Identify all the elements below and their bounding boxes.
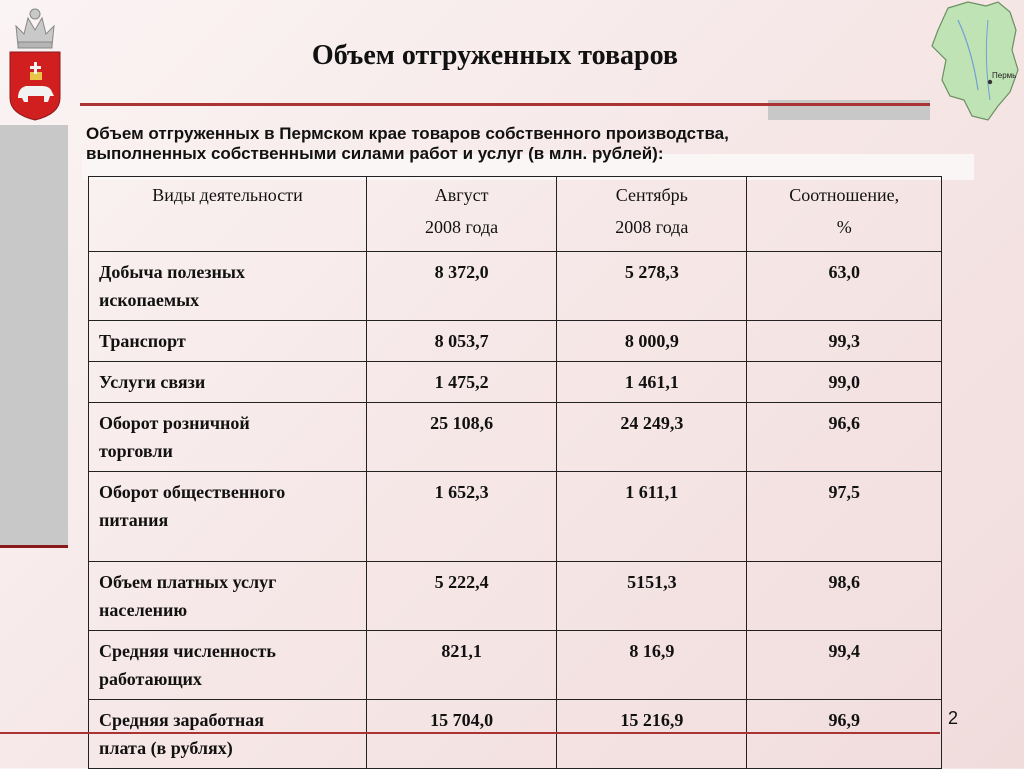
table-row xyxy=(89,631,942,700)
row-ratio-value: 96,6 xyxy=(747,403,942,472)
map-label: Пермь xyxy=(992,71,1017,80)
perm-krai-emblem-icon xyxy=(6,6,64,122)
table-caption xyxy=(86,124,966,164)
row-activity-name: Оборот розничной торговли xyxy=(89,403,367,472)
row-september-value: 24 249,3 xyxy=(557,403,747,472)
row-september-value: 5 278,3 xyxy=(557,252,747,321)
row-activity-name: Транспорт xyxy=(89,321,367,362)
shipped-goods-table xyxy=(88,176,942,769)
row-ratio-value: 99,0 xyxy=(747,362,942,403)
row-august-value: 5 222,4 xyxy=(367,562,557,631)
row-september-value: 8 000,9 xyxy=(557,321,747,362)
title-underline xyxy=(80,103,930,106)
row-ratio-value: 63,0 xyxy=(747,252,942,321)
row-august-value: 25 108,6 xyxy=(367,403,557,472)
row-august-value: 1 652,3 xyxy=(367,472,557,562)
row-september-value: 5151,3 xyxy=(557,562,747,631)
footer-line xyxy=(0,732,940,734)
row-september-value: 15 216,9 xyxy=(557,700,747,769)
row-august-value: 8 372,0 xyxy=(367,252,557,321)
page-title: Объем отгруженных товаров xyxy=(311,40,679,71)
left-decor-bar xyxy=(0,125,68,545)
row-activity-name: Объем платных услуг населению xyxy=(89,562,367,631)
caption-line-2: выполненных собственными силами работ и услуг (в млн. рублей): xyxy=(86,144,664,163)
region-map-icon xyxy=(928,0,1024,126)
row-ratio-value: 98,6 xyxy=(747,562,942,631)
row-august-value: 15 704,0 xyxy=(367,700,557,769)
row-ratio-value: 99,3 xyxy=(747,321,942,362)
header-september: Сентябрь 2008 года xyxy=(557,177,747,252)
table-row xyxy=(89,252,942,321)
row-september-value: 1 461,1 xyxy=(557,362,747,403)
row-activity-name: Добыча полезных ископаемых xyxy=(89,252,367,321)
table-row xyxy=(89,700,942,769)
table-header-row xyxy=(89,177,942,252)
table-row xyxy=(89,562,942,631)
header-activity: Виды деятельности xyxy=(89,177,367,252)
left-decor-line xyxy=(0,545,68,548)
row-august-value: 1 475,2 xyxy=(367,362,557,403)
table-row xyxy=(89,321,942,362)
row-september-value: 1 611,1 xyxy=(557,472,747,562)
row-ratio-value: 99,4 xyxy=(747,631,942,700)
row-activity-name: Услуги связи xyxy=(89,362,367,403)
row-activity-name: Средняя заработная плата (в рублях) xyxy=(89,700,367,769)
row-august-value: 8 053,7 xyxy=(367,321,557,362)
page-number: 2 xyxy=(948,708,959,728)
table-row xyxy=(89,362,942,403)
row-ratio-value: 96,9 xyxy=(747,700,942,769)
table-row xyxy=(89,403,942,472)
row-september-value: 8 16,9 xyxy=(557,631,747,700)
table-row xyxy=(89,472,942,562)
row-ratio-value: 97,5 xyxy=(747,472,942,562)
row-august-value: 821,1 xyxy=(367,631,557,700)
row-activity-name: Оборот общественного питания xyxy=(89,472,367,562)
header-ratio: Соотношение, % xyxy=(747,177,942,252)
caption-line-1: Объем отгруженных в Пермском крае товаров собственного производства, xyxy=(86,124,729,143)
header-august: Август 2008 года xyxy=(367,177,557,252)
row-activity-name: Средняя численность работающих xyxy=(89,631,367,700)
